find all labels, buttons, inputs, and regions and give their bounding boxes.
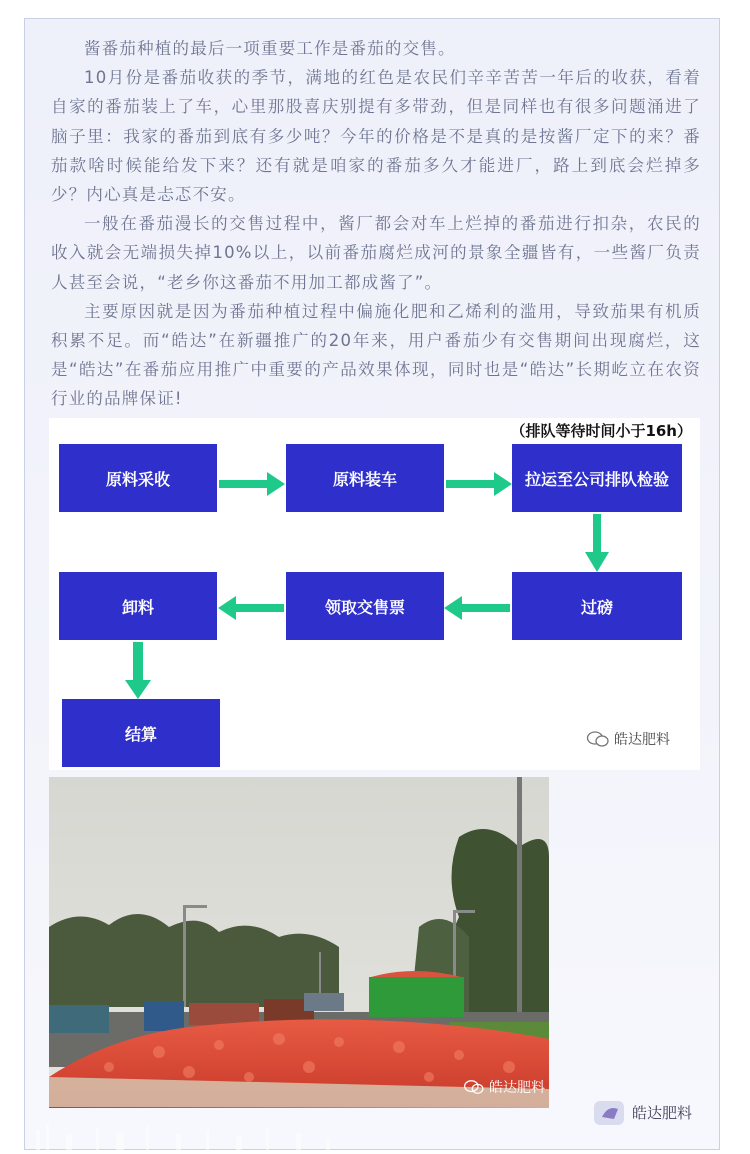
paragraph-3: 一般在番茄漫长的交售过程中，酱厂都会对车上烂掉的番茄进行扣杂，农民的收入就会无端损失掉10%以上，以前番茄腐烂成河的景象全疆皆有，一些酱厂负责人甚至会说，“老乡你这番茄不用加工都成酱了”。 bbox=[51, 214, 701, 292]
brand-logo bbox=[592, 1086, 722, 1138]
arrow-down-icon bbox=[125, 642, 151, 699]
step-unloading: 卸料 bbox=[59, 572, 217, 640]
flowchart-watermark bbox=[586, 729, 670, 749]
photo-watermark bbox=[463, 1077, 545, 1097]
arrow-left-icon bbox=[218, 596, 284, 620]
photo-watermark-text: 皓达肥料 bbox=[489, 1080, 545, 1096]
step-harvest: 原料采收 bbox=[59, 444, 217, 512]
paragraph-2: 10月份是番茄收获的季节，满地的红色是农民们辛辛苦苦一年后的收获，看着自家的番茄装上了车，心里那股喜庆别提有多带劲，但是同样也有很多问题涌进了脑子里：我家的番茄到底有多少吨？今年的价格是不是真的是按酱厂定下的来？番茄款啥时候能给发下来？还有就是咱家的番茄多久才能进厂，路上到底会烂掉多少？内心真是忐忑不安。 bbox=[51, 68, 701, 205]
arrow-left-icon bbox=[444, 596, 510, 620]
paragraph-1: 酱番茄种植的最后一项重要工作是番茄的交售。 bbox=[84, 39, 456, 58]
step-weighing: 过磅 bbox=[512, 572, 682, 640]
tomato-photo-image bbox=[49, 777, 549, 1108]
step-transport-inspection: 拉运至公司排队检验 bbox=[512, 444, 682, 512]
watermark-text: 皓达肥料 bbox=[614, 732, 670, 748]
step-receive-ticket: 领取交售票 bbox=[286, 572, 444, 640]
delivery-flowchart bbox=[49, 418, 700, 770]
step-settlement: 结算 bbox=[62, 699, 220, 767]
arrow-right-icon bbox=[446, 472, 512, 496]
article-body bbox=[51, 34, 701, 414]
step-loading: 原料装车 bbox=[286, 444, 444, 512]
brand-logo-icon bbox=[592, 1095, 626, 1129]
queue-time-note: （排队等待时间小于16h） bbox=[510, 422, 692, 440]
arrow-down-icon bbox=[585, 514, 609, 572]
wechat-icon bbox=[586, 730, 610, 748]
arrow-right-icon bbox=[219, 472, 285, 496]
paragraph-4: 主要原因就是因为番茄种植过程中偏施化肥和乙烯利的滥用，导致茄果有机质积累不足。而“皓达”在新疆推广的20年来，用户番茄少有交售期间出现腐烂，这是“皓达”在番茄应用推广中重要的产品效果体现，同时也是“皓达”长期屹立在农资行业的品牌保证! bbox=[51, 301, 701, 409]
wechat-icon bbox=[463, 1079, 485, 1095]
brand-logo-text: 皓达肥料 bbox=[632, 1103, 693, 1122]
flow-arrows bbox=[49, 418, 700, 770]
tomato-truck-photo bbox=[49, 777, 549, 1108]
